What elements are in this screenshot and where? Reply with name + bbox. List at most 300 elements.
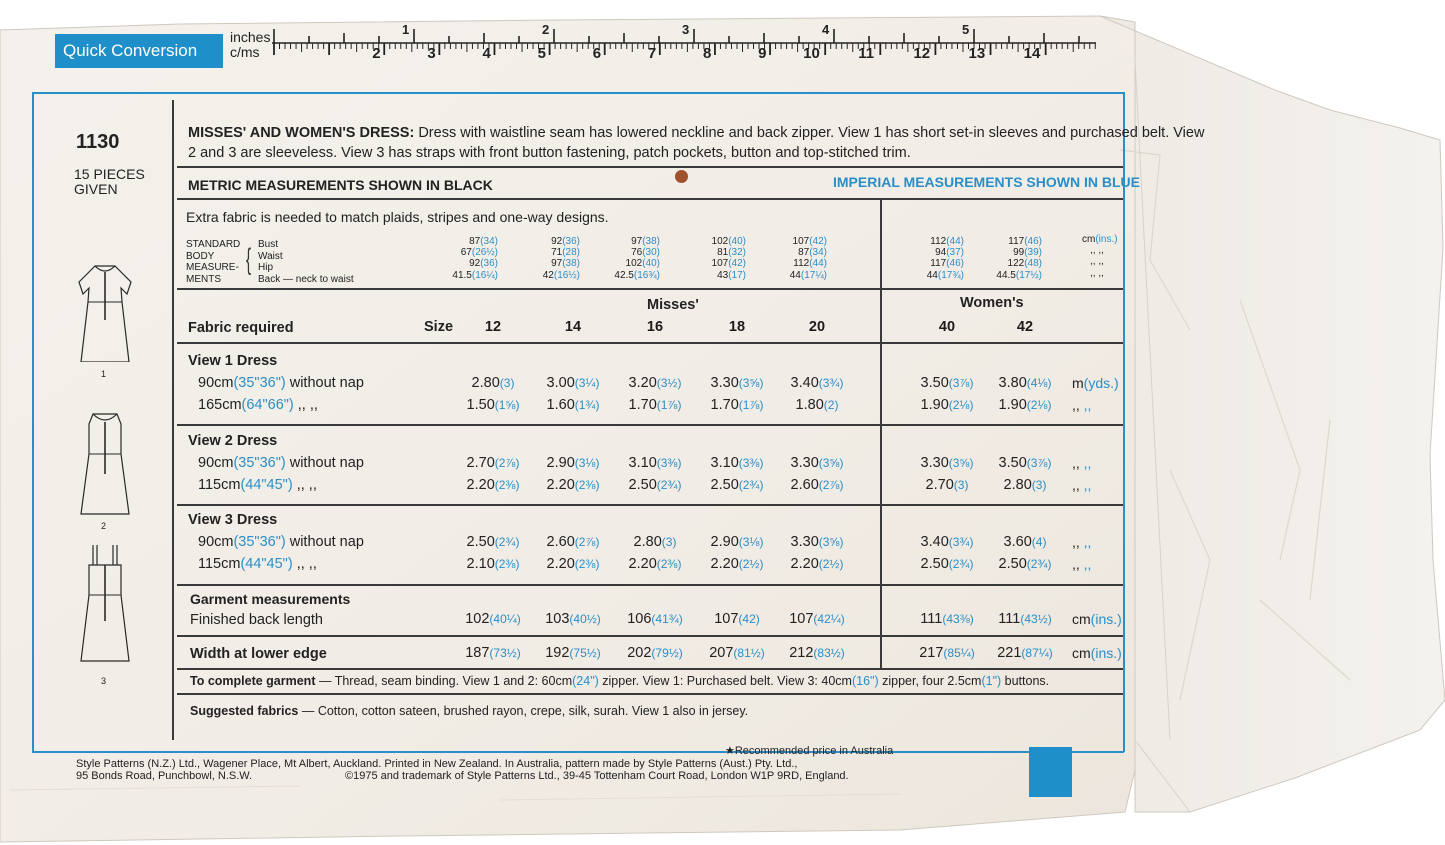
body-divider — [177, 288, 1123, 290]
imperial-value: (3⅜) — [738, 456, 764, 470]
nap-note: ,, ,, — [293, 397, 318, 413]
view-divider — [177, 504, 1123, 506]
ruler-cm-number: 2 — [372, 45, 381, 62]
unit-imperial: ,, — [1079, 455, 1092, 471]
imperial-value: (1⅞) — [738, 398, 764, 412]
metric-value: 221 — [997, 645, 1022, 661]
ruler-cm-number: 11 — [858, 45, 875, 62]
size-header: 16 — [646, 319, 664, 335]
imperial-value: (2⅜) — [494, 478, 520, 492]
yardage-cell — [965, 397, 1085, 413]
imperial-value: (42¼) — [813, 612, 845, 626]
description-text-1: Dress with waistline seam has lowered neckline and back zipper. View 1 has short set-in sleeves and purchased belt. View — [418, 125, 1205, 141]
row-unit — [1072, 534, 1091, 550]
suggested-fabrics-line — [190, 703, 748, 719]
imperial-value: (2⅞) — [574, 535, 600, 549]
yardage-cell — [965, 556, 1085, 572]
unit-imperial: (yds.) — [1083, 375, 1119, 391]
extra-fabric-note: Extra fabric is needed to match plaids, stripes and one-way designs. — [186, 209, 609, 225]
metric-value: 41.5 — [452, 269, 472, 281]
metric-value: 217 — [919, 645, 944, 661]
metric-value: 107 — [789, 611, 814, 627]
metric-value: 2.60 — [546, 534, 575, 550]
fabric-width-metric: 165cm — [198, 397, 242, 413]
to-complete-line — [190, 673, 1049, 689]
metric-value: 67 — [460, 247, 472, 259]
imperial-value: (30) — [642, 247, 660, 259]
body-measurement — [418, 236, 498, 248]
imperial-value: (3) — [953, 478, 969, 492]
metric-value: 2.20 — [546, 477, 575, 493]
imperial-value: (2⅞) — [818, 478, 844, 492]
metric-value: 44 — [926, 269, 938, 281]
imperial-value: (42) — [728, 258, 746, 270]
metric-value: 2.50 — [710, 477, 739, 493]
row-unit — [1072, 611, 1122, 627]
garment-cell — [965, 645, 1085, 661]
metric-header: METRIC MEASUREMENTS SHOWN IN BLACK — [188, 177, 493, 193]
metric-value: 94 — [935, 247, 947, 259]
metric-value: 2.80 — [471, 375, 500, 391]
body-label-bust: Bust — [258, 239, 279, 250]
garment-cell — [757, 611, 877, 627]
metric-value: 3.10 — [628, 455, 657, 471]
fabric-width-imperial: (35"36") — [233, 375, 286, 391]
nap-note: without nap — [285, 375, 364, 391]
metric-value: 81 — [717, 247, 729, 259]
metric-value: 2.70 — [466, 455, 495, 471]
metric-value: 2.70 — [925, 477, 954, 493]
imperial-value: (2⅜) — [656, 557, 682, 571]
view-2-number: 2 — [101, 521, 107, 531]
body-label-brace: { — [246, 243, 252, 276]
metric-value: 2.20 — [546, 556, 575, 572]
view-1-dress-sketch — [75, 262, 135, 362]
imperial-value: (17½) — [1015, 269, 1042, 281]
fabric-width-metric: 90cm — [198, 534, 234, 550]
imperial-value: (26½) — [471, 247, 498, 259]
body-measurement — [500, 270, 580, 282]
footer-line-2b: ©1975 and trademark of Style Patterns Ltd., 39-45 Tottenham Court Road, London W1P 9RD, England. — [345, 770, 849, 782]
body-label-back: Back — neck to waist — [258, 273, 354, 285]
unit-imperial: ,, — [1079, 397, 1092, 413]
complete-divider — [177, 693, 1123, 695]
frame-bottom — [32, 751, 1124, 753]
imperial-value: (73½) — [489, 646, 521, 660]
metric-value: 192 — [545, 645, 570, 661]
body-measurement — [418, 270, 498, 282]
ruler-cm-number: 4 — [482, 45, 491, 62]
metric-value: 1.70 — [710, 397, 739, 413]
unit-metric: cm — [1072, 645, 1091, 661]
metric-value: 111 — [920, 611, 943, 627]
finished-back-length-label: Finished back length — [190, 612, 323, 628]
row-unit — [1072, 556, 1091, 572]
imperial-value: (3¾) — [818, 376, 844, 390]
metric-value: 2.80 — [633, 534, 662, 550]
fabric-required-label: Fabric required — [188, 320, 294, 336]
unit-metric: ,, — [1072, 534, 1080, 550]
metric-value: 43 — [717, 269, 729, 281]
metric-value: 71 — [551, 247, 563, 259]
imperial-value: (2⅜) — [574, 557, 600, 571]
view-3-dress-sketch — [75, 543, 135, 663]
imperial-value: (44) — [946, 236, 964, 247]
unit-metric: cm — [1082, 234, 1096, 245]
body-measurement — [962, 247, 1042, 259]
body-measurement — [666, 258, 746, 270]
imperial-value: (28) — [562, 247, 580, 259]
imperial-value: (4⅛) — [1026, 376, 1052, 390]
unit-imperial: ,, — [1079, 534, 1092, 550]
size-header: 42 — [1016, 319, 1034, 335]
size-label: Size — [424, 319, 454, 335]
metric-value: 107 — [714, 611, 739, 627]
imperial-value: (3¾) — [948, 535, 974, 549]
price-box — [1029, 747, 1072, 797]
metric-value: 102 — [465, 611, 490, 627]
imperial-value: (2½) — [818, 557, 844, 571]
unit-metric: m — [1072, 375, 1084, 391]
metric-value: 117 — [930, 258, 947, 270]
ruler-cms-label: c/ms — [230, 44, 260, 60]
description-text-2: 2 and 3 are sleeveless. View 3 has straps with front button fastening, patch pockets, button and top-stitched trim. — [188, 145, 911, 161]
fabric-width-imperial: (35"36") — [233, 534, 286, 550]
yardage-cell — [965, 455, 1085, 471]
metric-value: 187 — [465, 645, 490, 661]
ruler-cm-number: 12 — [913, 45, 931, 62]
suggested-label: Suggested fabrics — [190, 704, 299, 718]
unit-metric: ,, — [1072, 455, 1080, 471]
ruler-cm-number: 14 — [1023, 45, 1041, 62]
unit-imperial: ,, — [1079, 477, 1092, 493]
metric-value: 87 — [798, 247, 810, 259]
unit-imperial: ,, — [1079, 556, 1092, 572]
imperial-value: (3⅛) — [738, 535, 764, 549]
metric-value: 3.50 — [920, 375, 949, 391]
header-divider — [177, 198, 1123, 200]
body-measurement — [884, 247, 964, 259]
fabric-width-metric: 90cm — [198, 455, 234, 471]
metric-value: 2.20 — [710, 556, 739, 572]
metric-value: 112 — [793, 258, 810, 270]
yardage-cell — [965, 375, 1085, 391]
imperial-value: (3½) — [656, 376, 682, 390]
imperial-value: (2⅜) — [494, 557, 520, 571]
metric-value: 76 — [631, 247, 643, 259]
metric-value: 111 — [998, 611, 1021, 627]
row-unit — [1072, 375, 1119, 391]
body-label-4: MENTS — [186, 273, 221, 285]
imperial-value: (3) — [1031, 478, 1047, 492]
womens-divider — [880, 198, 882, 668]
body-measurement — [666, 270, 746, 282]
size-header: 20 — [808, 319, 826, 335]
imperial-value: (2¾) — [1026, 557, 1052, 571]
body-measurement — [962, 270, 1042, 282]
metric-value: 2.80 — [1003, 477, 1032, 493]
misses-label: Misses' — [647, 297, 699, 313]
imperial-value: (81½) — [733, 646, 765, 660]
metric-value: 3.40 — [920, 534, 949, 550]
view-title: View 3 Dress — [188, 512, 278, 528]
yardage-cell — [757, 556, 877, 572]
imperial-value: (42) — [809, 236, 827, 247]
imperial-value: (2¾) — [738, 478, 764, 492]
imperial-value: (16½) — [553, 269, 580, 281]
view-2-dress-sketch — [75, 408, 135, 518]
imperial-value: (43⅜) — [942, 612, 974, 626]
metric-value: 2.20 — [790, 556, 819, 572]
to-complete-label: To complete garment — [190, 674, 316, 688]
imperial-value: (87¼) — [1021, 646, 1053, 660]
metric-value: 202 — [627, 645, 652, 661]
to-complete-part-3: zipper, four 2.5cm — [878, 674, 982, 688]
body-label-waist: Waist — [258, 250, 283, 262]
width-lower-edge-label: Width at lower edge — [190, 646, 327, 662]
imperial-value: (3⅞) — [1026, 456, 1052, 470]
size-divider — [177, 342, 1123, 344]
pieces-line-2: GIVEN — [74, 181, 118, 197]
imperial-value: (32) — [728, 247, 746, 259]
to-complete-part-2: zipper. View 1: Purchased belt. View 3: 40cm — [598, 674, 852, 688]
imperial-value: (43½) — [1020, 612, 1052, 626]
row-unit — [1072, 645, 1122, 661]
body-measurement — [580, 236, 660, 248]
body-measurement — [884, 258, 964, 270]
suggested-text: — Cotton, cotton sateen, brushed rayon, crepe, silk, surah. View 1 also in jersey. — [298, 704, 749, 718]
metric-value: 97 — [551, 258, 563, 270]
fabric-width — [198, 397, 318, 413]
body-measurement — [884, 236, 964, 248]
metric-value: 1.90 — [998, 397, 1027, 413]
imperial-value: (3⅝) — [818, 456, 844, 470]
row-unit — [1072, 455, 1091, 471]
ruler-cm-number: 10 — [803, 45, 820, 62]
metric-value: 2.20 — [628, 556, 657, 572]
imperial-value: (39) — [1024, 247, 1042, 259]
metric-value: 3.50 — [998, 455, 1027, 471]
imperial-value: (3¼) — [574, 376, 600, 390]
body-measurement — [580, 258, 660, 270]
metric-value: 106 — [627, 611, 652, 627]
imperial-value: (46) — [1024, 236, 1042, 247]
garment-cell — [757, 645, 877, 661]
imperial-value: (17¾) — [937, 269, 964, 281]
body-measurement — [666, 247, 746, 259]
metric-value: 3.30 — [790, 455, 819, 471]
imperial-value: (2⅛) — [1026, 398, 1052, 412]
garment-measurements-label: Garment measurements — [190, 591, 351, 607]
body-label-hip: Hip — [258, 262, 274, 273]
metric-value: 2.10 — [466, 556, 495, 572]
imperial-value: (3⅛) — [574, 456, 600, 470]
fabric-width — [198, 375, 364, 391]
unit-metric: ,, — [1072, 397, 1080, 413]
fabric-width — [198, 455, 364, 471]
imperial-value: (37) — [946, 247, 964, 259]
body-label-2: BODY — [186, 250, 215, 262]
recommended-price: ★Recommended price in Australia — [725, 745, 894, 757]
unit-imperial: (ins.) — [1090, 645, 1122, 661]
womens-label: Women's — [960, 295, 1024, 311]
fabric-width-imperial: (35"36") — [233, 455, 286, 471]
imperial-value: (3⅜) — [656, 456, 682, 470]
metric-value: 99 — [1013, 247, 1025, 259]
fabric-width-imperial: (44"45") — [240, 556, 293, 572]
body-measurement — [884, 270, 964, 282]
metric-value: 107 — [711, 258, 729, 270]
footer-line-1: Style Patterns (N.Z.) Ltd., Wagener Place, Mt Albert, Auckland. Printed in New Zealand. In Australia, pattern made by Style Patterns (Aust.) Pty. Ltd., — [76, 758, 798, 770]
body-unit: ,, ,, — [1090, 256, 1104, 268]
imperial-value: (16¼) — [471, 269, 498, 281]
unit-imperial: (ins.) — [1095, 234, 1118, 245]
fabric-width-metric: 115cm — [198, 477, 241, 493]
view-3-number: 3 — [101, 676, 107, 686]
ruler-inch-number: 1 — [402, 22, 410, 37]
imperial-value: (1⅞) — [656, 398, 682, 412]
metric-value: 97 — [631, 236, 643, 247]
yardage-cell — [757, 455, 877, 471]
body-unit: ,, ,, — [1090, 245, 1104, 257]
ruler-inch-number: 4 — [822, 22, 830, 37]
to-complete-inch-2: (16") — [851, 674, 879, 688]
imperial-value: (79½) — [651, 646, 683, 660]
metric-value: 1.80 — [795, 397, 824, 413]
body-measurement — [962, 258, 1042, 270]
frame-right — [1123, 92, 1125, 752]
imperial-value: (1¾) — [574, 398, 600, 412]
size-header: 12 — [484, 319, 502, 335]
metric-value: 107 — [792, 236, 810, 247]
body-measurement — [747, 258, 827, 270]
metric-value: 92 — [551, 236, 563, 247]
body-measurement — [747, 270, 827, 282]
metric-value: 102 — [625, 258, 643, 270]
size-header: 40 — [938, 319, 956, 335]
nap-note: without nap — [285, 455, 364, 471]
imperial-value: (2⅞) — [494, 456, 520, 470]
frame-left — [32, 92, 34, 752]
frame-top — [32, 92, 1124, 94]
metric-value: 3.80 — [998, 375, 1027, 391]
metric-value: 87 — [469, 236, 481, 247]
imperial-value: (83½) — [813, 646, 845, 660]
metric-value: 207 — [709, 645, 734, 661]
metric-value: 2.60 — [790, 477, 819, 493]
ruler-cm-number: 7 — [647, 45, 657, 62]
metric-value: 2.50 — [920, 556, 949, 572]
metric-value: 1.50 — [466, 397, 495, 413]
fabric-width-imperial: (64"66") — [241, 397, 294, 413]
body-measurement — [747, 236, 827, 248]
imperial-value: (2⅜) — [574, 478, 600, 492]
imperial-value: (3⅝) — [818, 535, 844, 549]
metric-value: 103 — [545, 611, 570, 627]
imperial-value: (46) — [946, 258, 964, 270]
unit-metric: ,, — [1072, 556, 1080, 572]
metric-value: 2.90 — [710, 534, 739, 550]
nap-note: ,, ,, — [292, 477, 317, 493]
garment-cell — [965, 611, 1085, 627]
view-1-number: 1 — [101, 369, 107, 379]
ruler-inches-label: inches — [230, 29, 271, 45]
body-measurement — [580, 247, 660, 259]
to-complete-inch-3: (1") — [981, 674, 1002, 688]
metric-value: 1.60 — [546, 397, 575, 413]
metric-value: 117 — [1008, 236, 1025, 247]
imperial-value: (3) — [499, 376, 515, 390]
imperial-value: (34) — [480, 236, 498, 247]
view-divider — [177, 584, 1123, 586]
ruler-cm-number: 3 — [427, 45, 436, 62]
metric-value: 3.30 — [790, 534, 819, 550]
metric-value: 3.10 — [710, 455, 739, 471]
metric-value: 112 — [930, 236, 947, 247]
unit-metric: ,, — [1072, 477, 1080, 493]
fabric-width — [198, 477, 317, 493]
imperial-value: (42) — [738, 612, 760, 626]
ruler-cm-number: 5 — [537, 45, 546, 62]
size-header: 14 — [564, 319, 582, 335]
imperial-value: (2⅛) — [948, 398, 974, 412]
body-unit: ,, ,, — [1090, 267, 1104, 279]
fabric-width-metric: 115cm — [198, 556, 241, 572]
imperial-header: IMPERIAL MEASUREMENTS SHOWN IN BLUE — [833, 174, 1140, 190]
garment-divider — [177, 635, 1123, 637]
imperial-value: (48) — [1024, 258, 1042, 270]
ruler-cm-number: 13 — [968, 45, 986, 62]
metric-value: 1.90 — [920, 397, 949, 413]
pieces-line-1: 15 PIECES — [74, 166, 145, 182]
metric-value: 44 — [789, 269, 801, 281]
imperial-value: (40½) — [569, 612, 601, 626]
metric-value: 92 — [469, 258, 481, 270]
ruler-cm-number: 6 — [592, 45, 602, 62]
body-measurement — [500, 247, 580, 259]
imperial-value: (2¾) — [656, 478, 682, 492]
pattern-number: 1130 — [76, 131, 120, 153]
metric-value: 42 — [542, 269, 554, 281]
description-title: MISSES' AND WOMEN'S DRESS: — [188, 125, 415, 141]
body-measurement — [747, 247, 827, 259]
imperial-value: (75½) — [569, 646, 601, 660]
nap-note: without nap — [285, 534, 364, 550]
metric-value: 102 — [711, 236, 729, 247]
metric-value: 122 — [1007, 258, 1025, 270]
metric-value: 2.90 — [546, 455, 575, 471]
unit-imperial: (ins.) — [1090, 611, 1122, 627]
conversion-ruler — [228, 22, 1098, 70]
to-complete-part-1: — Thread, seam binding. View 1 and 2: 60cm — [315, 674, 573, 688]
body-measurement — [962, 236, 1042, 248]
metric-value: 2.50 — [628, 477, 657, 493]
size-header: 18 — [728, 319, 746, 335]
body-unit — [1082, 234, 1118, 246]
imperial-value: (40) — [642, 258, 660, 270]
imperial-value: (40) — [728, 236, 746, 247]
metric-value: 3.20 — [628, 375, 657, 391]
body-measurement — [418, 247, 498, 259]
view-divider — [177, 424, 1123, 426]
fabric-width-metric: 90cm — [198, 375, 234, 391]
imperial-value: (41¾) — [651, 612, 683, 626]
view-title: View 2 Dress — [188, 433, 278, 449]
imperial-value: (3) — [661, 535, 677, 549]
imperial-value: (38) — [562, 258, 580, 270]
metric-value: 3.40 — [790, 375, 819, 391]
footer-line-2a: 95 Bonds Road, Punchbowl, N.S.W. — [76, 770, 253, 782]
